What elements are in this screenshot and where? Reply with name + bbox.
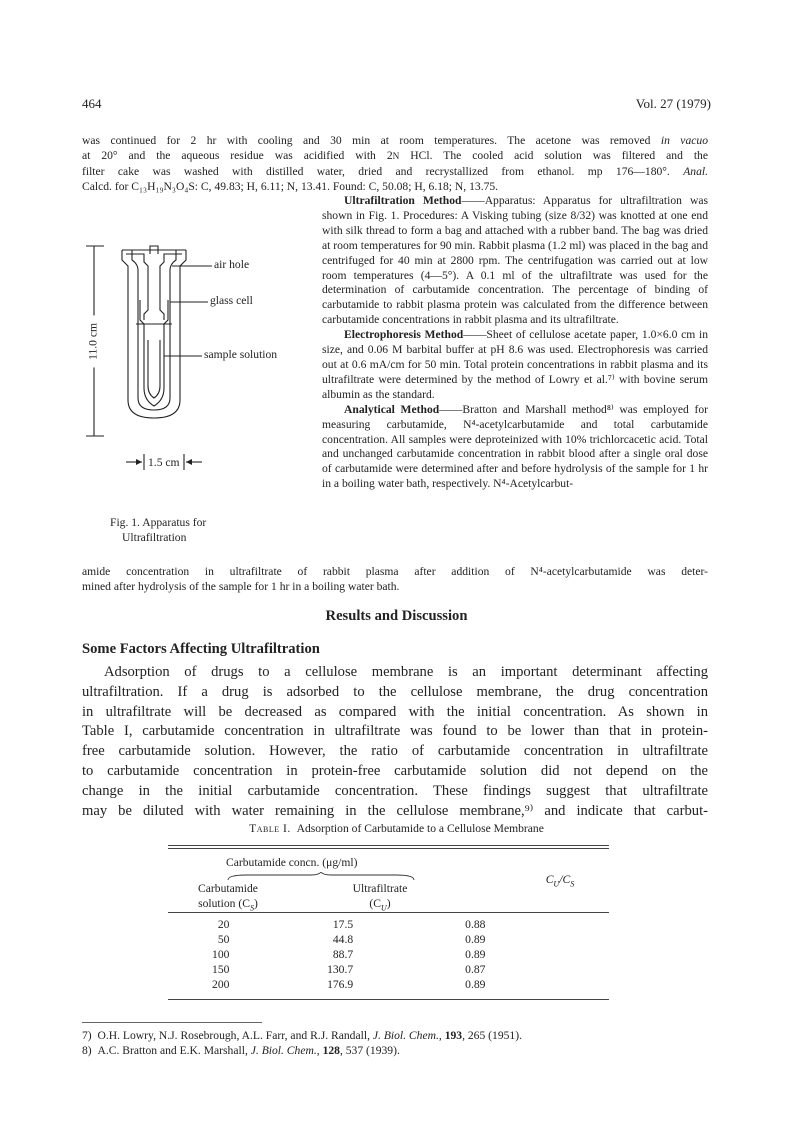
intro-line-3: filter cake was washed with distilled water, dried and recrystallized from ethanol. mp 176—180°.	[82, 164, 684, 178]
main-paragraph	[82, 663, 708, 821]
figure-caption-line-2: Ultrafiltration	[122, 531, 187, 544]
subscript-u: U	[380, 903, 387, 913]
table-rule-top	[168, 845, 609, 846]
col-header-solution	[183, 882, 273, 912]
ref-authors: A.C. Bratton and E.K. Marshall,	[97, 1043, 251, 1057]
ref-volume: 128	[322, 1043, 340, 1057]
main-line: ultrafiltration. If a drug is adsorbed to the cellulose membrane, the drug concentration	[82, 683, 708, 700]
col2-header-line-2: (C	[369, 896, 381, 910]
ultrafiltration-method-heading: Ultrafiltration Method	[344, 194, 462, 207]
subscript-s: S	[570, 879, 575, 889]
width-dimension-label: 1.5 cm	[148, 456, 180, 469]
table-row	[168, 948, 609, 963]
cell-solution-conc: 20	[217, 918, 230, 931]
paren: )	[254, 896, 258, 910]
main-line: Adsorption of drugs to a cellulose membrane is an important determinant affecting	[104, 664, 708, 680]
label-sample-solution: sample solution	[204, 348, 278, 361]
ultrafiltration-method-paragraph	[322, 194, 708, 328]
main-line: to carbutamide concentration in protein-free carbutamide solution did not depend on the	[82, 762, 708, 779]
cell-ratio: 0.88	[465, 918, 486, 931]
cell-ratio: 0.89	[465, 932, 486, 946]
ultrafiltration-apparatus-drawing	[82, 240, 322, 550]
ref-sep: ,	[438, 1029, 445, 1042]
electrophoresis-method-text: Sheet of cellulose acetate paper, 1.0×6.0 cm in size, and 0.06 M barbital buffer at pH 8.6 was used. Electrophoresis was carried out at 0.6 mA/cm for 50 min. Total protein concentrations in rabbit plasma and its ultrafiltrate were determined by the method of Lowry et al.⁷⁾ with bovine serum albumin as the standard.	[322, 328, 709, 401]
analytical-tail-line-1: amide concentration in ultrafiltrate of rabbit plasma after addition of N⁴-acetylcarbutamide was deter-	[82, 565, 708, 578]
intro-line-2b: HCl. The cooled acid solution was filtered and the	[399, 148, 708, 162]
subscript-u: U	[553, 879, 560, 889]
height-dimension-label: 11.0 cm	[87, 315, 102, 367]
intro-line-4: Calcd. for C₁₃H₁₉N₃O₄S: C, 49.83; H, 6.11; N, 13.41. Found: C, 50.08; H, 6.18; N, 13.75.	[82, 179, 499, 193]
cell-ratio: 0.87	[465, 962, 486, 976]
cell-solution-conc: 100	[212, 947, 230, 961]
table-rule-mid	[168, 912, 609, 913]
analytical-method-heading: Analytical Method	[344, 402, 440, 416]
section-heading: Results and Discussion	[325, 608, 468, 624]
main-line: change in the initial carbutamide concentration. These findings suggest that ultrafiltrate	[82, 782, 708, 799]
electrophoresis-method-heading: Electrophoresis Method	[344, 328, 464, 342]
table-group-header: Carbutamide concn. (μg/ml)	[226, 856, 358, 869]
main-line: Table I, carbutamide concentration in ultrafiltrate was found to be lower than that in protein-	[82, 723, 708, 740]
table-row	[168, 978, 609, 993]
ref-pages: , 537 (1939).	[339, 1043, 400, 1057]
cell-solution-conc: 150	[212, 962, 230, 976]
col1-header-line-2: solution (C	[198, 896, 250, 910]
analytical-method-paragraph	[322, 403, 708, 492]
intro-italic-anal: Anal.	[683, 164, 708, 178]
col2-header-line-1: Ultrafiltrate	[352, 882, 408, 895]
table-title	[0, 822, 793, 837]
cell-ratio: 0.89	[465, 947, 486, 961]
cell-ultrafiltrate-conc: 88.7	[332, 947, 354, 961]
table-title-text: Adsorption of Carbutamide to a Cellulose Membrane	[296, 822, 544, 835]
cell-ratio: 0.89	[465, 977, 486, 991]
ratio-slash-c: /C	[559, 873, 571, 886]
ref-authors: O.H. Lowry, N.J. Rosebrough, A.L. Farr, and R.J. Randall,	[97, 1029, 373, 1042]
subscript-s: S	[249, 903, 255, 913]
label-glass-cell: glass cell	[210, 294, 253, 307]
ref-journal: J. Biol. Chem.	[372, 1029, 439, 1042]
cell-ultrafiltrate-conc: 176.9	[327, 977, 354, 991]
main-line: free carbutamide solution. However, the ratio of carbutamide concentration in ultrafiltrate	[82, 743, 708, 760]
table-rule-bottom	[168, 999, 609, 1000]
analytical-tail-line-2: mined after hydrolysis of the sample for 1 hr in a boiling water bath.	[82, 579, 400, 593]
reference-8	[82, 1044, 708, 1059]
col-header-ratio	[530, 873, 590, 888]
cell-ultrafiltrate-conc: 44.8	[332, 932, 354, 946]
paren: )	[386, 896, 391, 910]
reference-7	[82, 1029, 708, 1044]
table-row	[168, 963, 609, 978]
figure-1	[82, 240, 322, 550]
cell-solution-conc: 200	[212, 977, 230, 991]
data-table	[168, 918, 609, 993]
methods-column	[322, 194, 708, 492]
col1-header-line-1: Carbutamide	[198, 882, 258, 895]
main-line: may be diluted with water remaining in the cellulose membrane,⁹⁾ and indicate that carbut-	[82, 802, 708, 819]
label-air-hole: air hole	[214, 258, 250, 271]
intro-normal-n: N	[392, 151, 400, 162]
ultrafiltration-method-text: Apparatus: Apparatus for ultrafiltration was shown in Fig. 1. Procedures: A Visking tubing (size 8/32) was knotted at one end with silk thread to form a bag and attached with a rubber band. The bag was dried at room temperatures for 90 min. Rabbit plasma (1.2 ml) was placed in the bag and centrifuged for 40 min at 2800 rpm. The centrifugation was carried out at low room temperatures (4—5°). A 0.1 ml of the ultrafiltrate was used for the determination of carbutamide concentration. The percentage of binding of carbutamide to rabbit plasma protein was calculated from the difference between carbutamide concentrations in rabbit plasma and its ultrafiltrate.	[322, 194, 708, 327]
dash: ——	[439, 402, 463, 416]
ref-num: 7)	[82, 1029, 92, 1042]
ref-journal: J. Biol. Chem.	[250, 1043, 317, 1057]
dash: ——	[461, 194, 485, 207]
cell-solution-conc: 50	[217, 932, 230, 946]
intro-paragraph	[82, 134, 708, 195]
table-label: Table I.	[249, 822, 291, 835]
table-rule-top-2	[168, 848, 609, 849]
table-row	[168, 918, 609, 933]
ref-volume: 193	[444, 1029, 463, 1042]
ref-num: 8)	[82, 1043, 92, 1057]
references	[82, 1029, 708, 1059]
intro-italic-in-vacuo: in vacuo	[660, 134, 708, 147]
table-body	[168, 918, 609, 993]
col-header-ultrafiltrate	[335, 882, 425, 912]
intro-line-2: at 20° and the aqueous residue was acidified with 2	[82, 148, 393, 162]
dash: ——	[463, 328, 487, 342]
cell-ultrafiltrate-conc: 130.7	[327, 962, 354, 976]
analytical-method-text: Bratton and Marshall method⁸⁾ was employed for measuring carbutamide, N⁴-acetylcarbutamide and total carbutamide concentration. All samples were deproteinized with 10% trichlorcacetic acid. Total and unchanged carbutamide concentration in rabbit blood after a single oral dose of carbutamide were determined after and before hydrolysis of the sample for 1 hr in a boiling water bath, respectively. N⁴-Acetylcarbut-	[322, 402, 708, 491]
footnote-rule	[82, 1022, 262, 1023]
electrophoresis-method-paragraph	[322, 328, 708, 403]
figure-caption-line-1: Fig. 1. Apparatus for	[110, 516, 207, 529]
ref-sep: ,	[316, 1043, 323, 1057]
volume-label: Vol. 27 (1979)	[635, 96, 711, 111]
intro-line-1: was continued for 2 hr with cooling and 30 min at room temperatures. The acetone was removed	[82, 134, 661, 147]
table-group-brace	[226, 872, 416, 882]
ratio-c: C	[545, 873, 554, 886]
analytical-method-tail	[82, 565, 708, 595]
page-number: 464	[82, 96, 102, 111]
cell-ultrafiltrate-conc: 17.5	[332, 918, 354, 931]
subsection-heading: Some Factors Affecting Ultrafiltration	[82, 641, 320, 657]
main-line: in ultrafiltrate will be decreased as compared with the initial concentration. As shown in	[82, 703, 708, 720]
table-row	[168, 933, 609, 948]
ref-pages: , 265 (1951).	[462, 1029, 522, 1042]
